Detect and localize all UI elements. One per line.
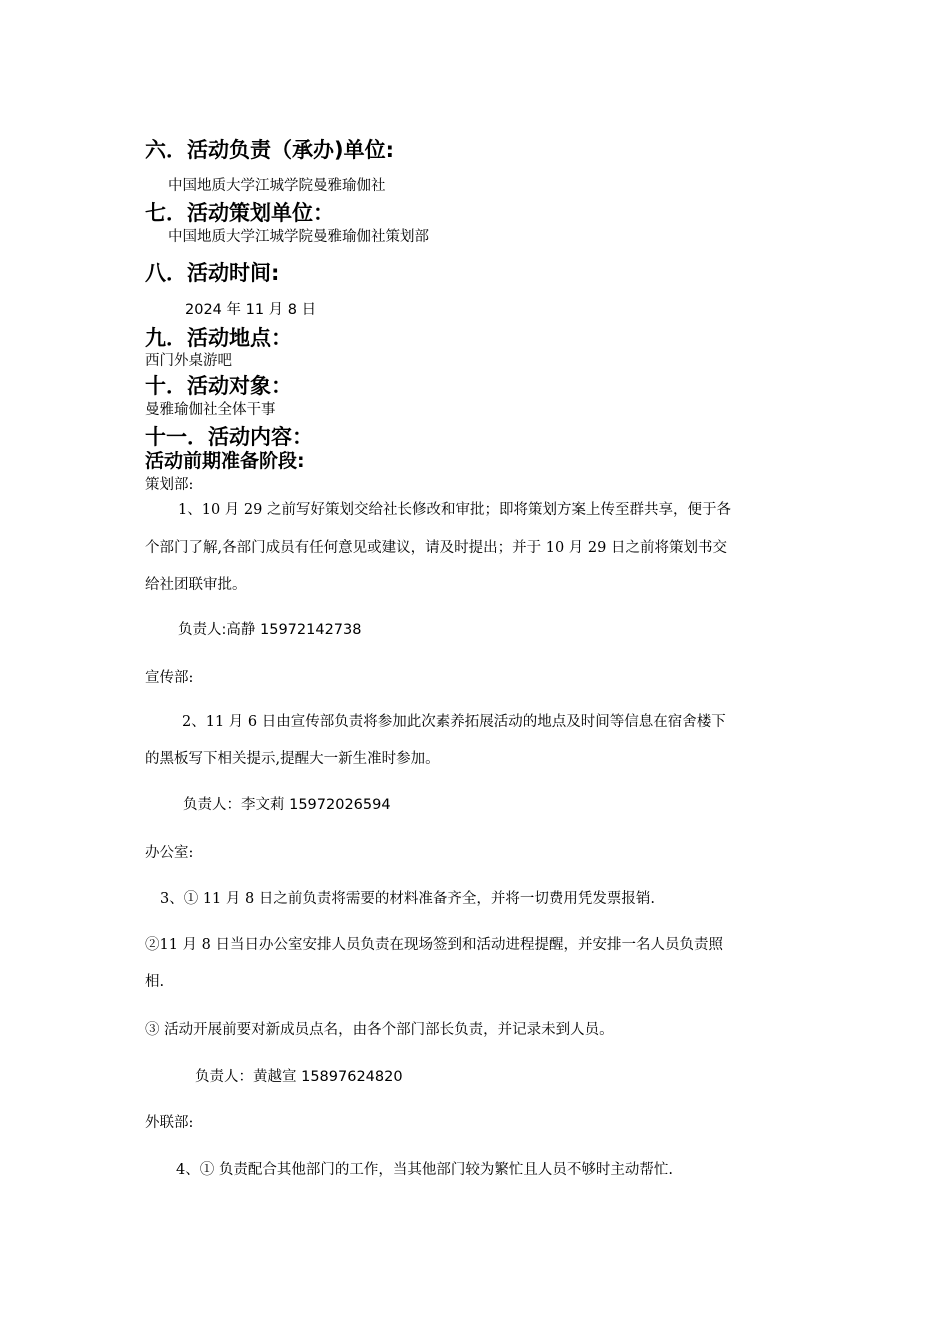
section-7-heading: 七．活动策划单位： bbox=[145, 201, 334, 225]
section-6-heading: 六．活动负责（承办)单位: bbox=[145, 138, 394, 162]
section-6-body: 中国地质大学江城学院曼雅瑜伽社 bbox=[168, 178, 386, 194]
office-item-line: ③ 活动开展前要对新成员点名，由各个部门部长负责，并记录未到人员。 bbox=[145, 1022, 614, 1038]
prep-stage-heading: 活动前期准备阶段: bbox=[145, 450, 305, 472]
office-item-line: 相. bbox=[145, 974, 165, 990]
section-11-heading: 十一．活动内容： bbox=[145, 425, 313, 449]
section-8-heading: 八．活动时间: bbox=[145, 261, 280, 285]
publicity-item-line: 2、11 月 6 日由宣传部负责将参加此次素养拓展活动的地点及时间等信息在宿舍楼下 bbox=[182, 714, 726, 730]
office-owner: 负责人：黄越宣 15897624820 bbox=[195, 1069, 403, 1085]
section-9-body: 西门外桌游吧 bbox=[145, 353, 232, 369]
planning-owner: 负责人:高静 15972142738 bbox=[178, 622, 362, 638]
publicity-owner: 负责人：李文莉 15972026594 bbox=[183, 797, 391, 813]
section-9-heading: 九．活动地点： bbox=[145, 326, 292, 350]
section-8-body: 2024 年 11 月 8 日 bbox=[185, 302, 317, 318]
planning-item-line: 个部门了解,各部门成员有任何意见或建议，请及时提出；并于 10 月 29 日之前将策划书交 bbox=[145, 540, 727, 556]
section-10-heading: 十．活动对象： bbox=[145, 374, 292, 398]
section-7-body: 中国地质大学江城学院曼雅瑜伽社策划部 bbox=[168, 229, 429, 245]
liaison-item-line: 4、① 负责配合其他部门的工作，当其他部门较为繁忙且人员不够时主动帮忙. bbox=[176, 1162, 673, 1178]
planning-item-line: 给社团联审批。 bbox=[145, 577, 247, 593]
office-dept-label: 办公室: bbox=[145, 845, 194, 861]
liaison-dept-label: 外联部: bbox=[145, 1115, 194, 1131]
publicity-dept-label: 宣传部: bbox=[145, 670, 194, 686]
publicity-item-line: 的黑板写下相关提示,提醒大一新生准时参加。 bbox=[145, 751, 440, 767]
office-item-line: 3、① 11 月 8 日之前负责将需要的材料准备齐全，并将一切费用凭发票报销. bbox=[160, 891, 655, 907]
planning-item-line: 1、10 月 29 之前写好策划交给社长修改和审批；即将策划方案上传至群共享，便于各 bbox=[178, 502, 731, 518]
office-item-line: ②11 月 8 日当日办公室安排人员负责在现场签到和活动进程提醒，并安排一名人员负责照 bbox=[145, 937, 723, 953]
section-10-body: 曼雅瑜伽社全体干事 bbox=[145, 402, 276, 418]
planning-dept-label: 策划部: bbox=[145, 477, 194, 493]
